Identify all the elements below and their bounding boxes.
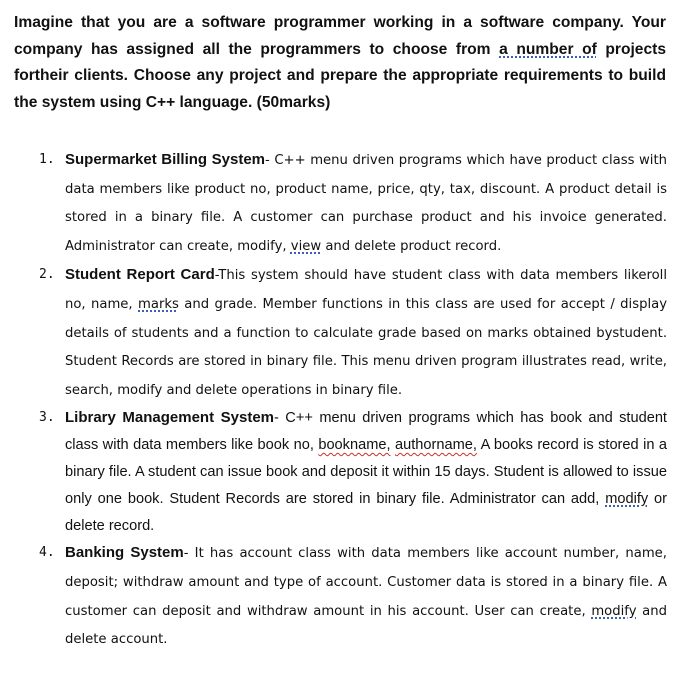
project-title: Student Report Card [65, 266, 215, 284]
spell-marked-word: marks [138, 296, 179, 312]
project-description: - C++ menu driven programs which has book and student class with data members like book no, [65, 410, 667, 454]
spell-marked-word: modify [605, 490, 649, 507]
intro-underlined-phrase: a number of [499, 40, 597, 58]
project-item-report-card [0, 261, 667, 405]
cursor-word: students [131, 325, 189, 341]
project-title: Supermarket Billing System [65, 151, 265, 168]
project-description-mid: and grade. Member functions in this class are used for accept / display details of [65, 296, 668, 341]
project-description-end: and a function to calculate grade based on marks obtained bystudent. Student Records are stored in binary file. This menu driven program illustrates read, write, search, modify and delete operations in binary file. [65, 325, 668, 398]
project-title: Library Management System [65, 409, 275, 427]
project-item-banking [0, 539, 667, 654]
item-number: 2. [39, 267, 55, 283]
project-title: Banking System [65, 544, 184, 562]
intro-text-start: Imagine that you are a software programmer working in a software company. Your company has assigned all the programmers to choose from [14, 14, 666, 58]
project-description-end: or delete record. [65, 490, 668, 534]
project-description-mid: A books record is stored in a binary file. A student can issue book and deposit it within 15 days. Student is allowed to issue only one book. Student Records are stored in binary file. Administrator can add, [65, 437, 668, 507]
project-description: -This system should have student class with data members likeroll no, name, [65, 268, 667, 312]
spell-marked-word: modify [591, 603, 637, 619]
item-number: 4. [39, 545, 55, 561]
assignment-instructions [14, 10, 666, 116]
project-description-end: and delete account. [65, 603, 667, 648]
project-description: - C++ menu driven programs which have product class with data members like product no, product name, price, qty, tax, discount. A product detail is stored in a binary file. A customer can purchase product and his invoice generated. Administrator can create, modify, [65, 153, 667, 254]
project-list [0, 146, 700, 655]
project-item-library [0, 405, 667, 539]
spell-marked-word: bookname, [318, 437, 391, 454]
project-description-end: and delete product record. [321, 238, 502, 254]
item-number: 1. [39, 152, 55, 167]
spell-marked-word: view [290, 238, 322, 254]
project-description: - It has account class with data members like account number, name, deposit; withdraw amount and type of account. Customer data is stored in a binary file. A customer can deposit and withdraw amount in his account. User can create, [65, 546, 667, 619]
intro-text-end: projects fortheir clients. Choose any project and prepare the appropriate requirements to build the system using C++ language. (50marks) [14, 40, 667, 111]
project-item-supermarket [0, 146, 667, 261]
item-number: 3. [39, 410, 55, 426]
spell-marked-word: authorname, [394, 437, 477, 454]
